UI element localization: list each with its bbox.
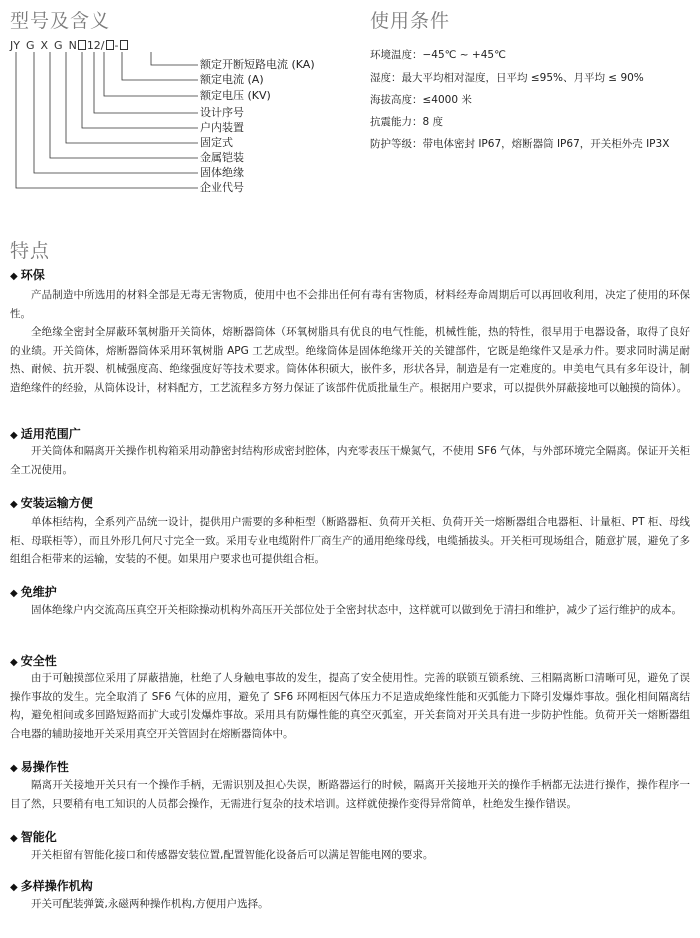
feature-heading: ◆ 多样操作机构 [10,879,93,893]
feature-body [10,286,690,397]
legend-item: 固定式 [200,136,233,149]
legend-item: 额定开断短路电流 (KA) [200,58,315,71]
conditions-title: 使用条件 [370,10,451,32]
condition-item: 环境温度：−45℃ ~ +45℃ [370,49,506,61]
feature-heading: ◆ 环保 [10,268,45,282]
legend-item: 企业代号 [200,181,244,194]
diamond-icon: ◆ [10,499,18,510]
condition-item: 海拔高度：≤4000 米 [370,94,472,106]
paragraph: 产品制造中所选用的材料全部是无毒无害物质，使用中也不会排出任何有毒有害物质，材料经寿命周期后可以再回收利用，决定了使用的环保性。 [10,289,690,320]
paragraph: 开关筒体和隔离开关操作机构箱采用动静密封结构形成密封腔体，内充零表压干燥氮气，不使用 SF6 气体，与外部环境完全隔离。保证开关柜全工况使用。 [10,445,690,476]
diamond-icon: ◆ [10,430,18,441]
code-part: G [25,39,35,52]
code-part: X [40,39,49,52]
legend-item: 户内装置 [200,121,244,134]
condition-item: 防护等级：带电体密封 IP67，熔断器筒 IP67，开关柜外壳 IP3X [370,138,670,150]
feature-heading: ◆ 安装运输方便 [10,496,93,510]
model-title: 型号及含义 [10,10,111,32]
feature-heading: ◆ 智能化 [10,830,57,844]
model-connector-lines [0,0,700,200]
feature-heading: ◆ 易操作性 [10,760,69,774]
paragraph: 开关柜留有智能化接口和传感器安装位置,配置智能化设备后可以满足智能电网的要求。 [31,849,434,861]
code-part: N [68,39,77,52]
diamond-icon: ◆ [10,833,18,844]
condition-item: 湿度：最大平均相对湿度，日平均 ≤95%、月平均 ≤ 90% [370,72,644,84]
paragraph: 由于可触摸部位采用了屏蔽措施，杜绝了人身触电事故的发生，提高了安全使用性。完善的联锁互锁系统、三相隔离断口清晰可见，避免了误操作事故的发生。完全取消了 SF6 气体的应用，避免了 SF6 环网柜因气体压力不足造成绝缘性能和灭弧能力下降引发爆炸事故。强化相间隔离结构，避免相间或多回路短路而扩大或引发爆炸事故。采用具有防爆性能的真空灭弧室，开关套筒对开关具有进一步防护性能。负荷开关一熔断器组合电器的辅助接地开关采用真空开关管固封在熔断器筒体中。 [10,672,690,740]
paragraph: 开关可配装弹簧,永磁两种操作机构,方便用户选择。 [31,898,269,910]
feature-body [10,846,690,865]
feature-body [10,442,690,479]
paragraph: 固体绝缘户内交流高压真空开关柜除操动机构外高压开关部位处于全密封状态中，这样就可以做到免于清扫和维护，减少了运行维护的成本。 [31,604,682,616]
legend-item: 设计序号 [200,106,244,119]
legend-item: 金属铠装 [200,151,244,164]
feature-body [10,776,690,813]
diamond-icon: ◆ [10,588,18,599]
diamond-icon: ◆ [10,271,18,282]
features-title: 特点 [10,240,51,262]
legend-item: 额定电压 (KV) [200,89,271,102]
paragraph: 单体柜结构，全系列产品统一设计，提供用户需要的多种柜型（断路器柜、负荷开关柜、负荷开关一熔断器组合电器柜、计量柜、PT 柜、母线柜、母联柜等），而且外形几何尺寸完全一致。采用专业电缆附件厂商生产的通用绝缘母线，电缆插拔头。开关柜可现场组合，随意扩展，避免了多组组合柜带来的运输，安装的不便。如果用户要求也可提供组合柜。 [10,516,690,565]
feature-heading: ◆ 适用范围广 [10,427,81,441]
legend-item: 固体绝缘 [200,166,244,179]
condition-item: 抗震能力：8 度 [370,116,444,128]
code-part: - [114,39,119,52]
paragraph: 隔离开关接地开关只有一个操作手柄，无需识别及担心失误，断路器运行的时候，隔离开关接地开关的操作手柄都无法进行操作，操作程序一目了然，只要稍有电工知识的人员都会操作，无需进行复杂的技术培训。这样就使操作变得异常简单，杜绝发生操作错误。 [10,779,690,810]
paragraph: 全绝缘全密封全屏蔽环氧树脂开关筒体，熔断器筒体（环氧树脂具有优良的电气性能，机械性能，热的特性，很早用于电器设备，取得了良好的业绩。开关筒体，熔断器筒体采用环氧树脂 APG 工艺成型。绝缘筒体是固体绝缘开关的关键部件，它既是绝缘件又是承力件。要求同时满足耐热、耐候、抗开裂、机械强度高、绝缘强度好等技术要求。筒体体积硕大，嵌件多，形状各异，制造是有一定难度的。申美电气具有多年设计，制造绝缘件的经验，从筒体设计，材料配方，工艺流程多方努力保证了该部件优质批量生产。根据用户要求，可以提供外屏蔽接地可以触摸的筒体）。 [10,326,690,394]
diamond-icon: ◆ [10,763,18,774]
legend-item: 额定电流 (A) [200,73,264,86]
feature-body [10,513,690,569]
code-part: JY [10,39,20,52]
feature-heading: ◆ 免维护 [10,585,57,599]
code-part: 12/ [86,39,105,52]
diamond-icon: ◆ [10,882,18,893]
code-part: G [54,39,63,52]
feature-body [10,895,690,914]
diamond-icon: ◆ [10,657,18,668]
feature-heading: ◆ 安全性 [10,654,57,668]
feature-body [10,669,690,743]
feature-body [10,601,690,620]
